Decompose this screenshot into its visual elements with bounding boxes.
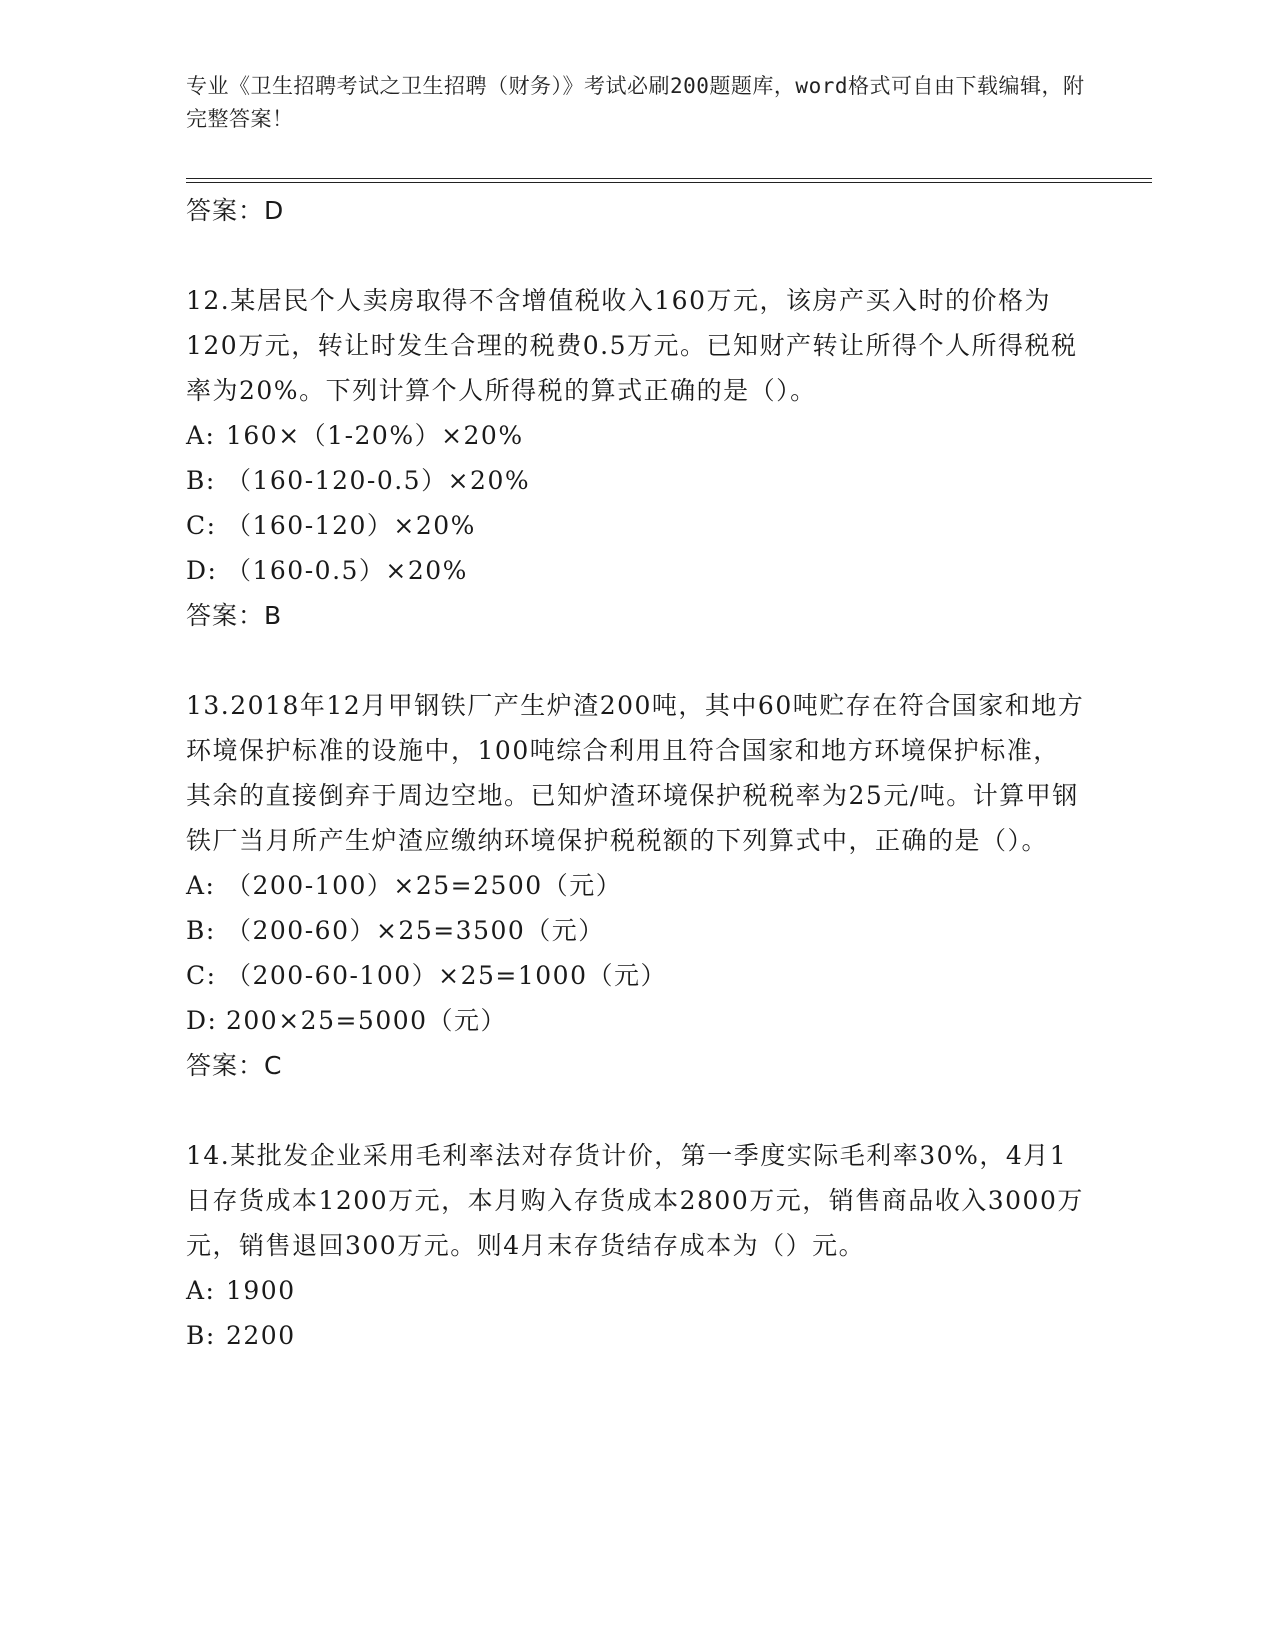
option-a [186, 413, 1086, 458]
option-text: （200-100）×25=2500（元） [226, 871, 623, 900]
question-text: 12.某居民个人卖房取得不含增值税收入160万元，该房产买入时的价格为120万元，转让时发生合理的税费0.5万元。已知财产转让所得个人所得税税率为20%。下列计算个人所得税的算式正确的是（）。 [186, 286, 1078, 405]
option-letter: B: [186, 1321, 216, 1350]
option-text: （200-60）×25=3500（元） [226, 916, 605, 945]
option-text: 2200 [226, 1321, 296, 1350]
option-b [186, 1313, 1086, 1358]
option-c [186, 953, 1086, 998]
option-a [186, 863, 1086, 908]
spacer [186, 638, 1086, 683]
option-text: （160-0.5）×20% [226, 556, 468, 585]
option-b [186, 458, 1086, 503]
option-letter: B: [186, 916, 216, 945]
question-answer: 答案：C [186, 1051, 283, 1080]
option-text: （200-60-100）×25=1000（元） [226, 961, 667, 990]
option-c [186, 503, 1086, 548]
question-text: 14.某批发企业采用毛利率法对存货计价，第一季度实际毛利率30%，4月1日存货成本1200万元，本月购入存货成本2800万元，销售商品收入3000万元，销售退回300万元。则4月末存货结存成本为（）元。 [186, 1141, 1084, 1260]
question-answer: 答案：B [186, 601, 283, 630]
header-rule-bottom [186, 182, 1152, 183]
document-body [186, 188, 1086, 1358]
option-text: （160-120-0.5）×20% [226, 466, 531, 495]
option-text: 200×25=5000（元） [226, 1006, 508, 1035]
option-letter: C: [186, 511, 217, 540]
document-header [186, 70, 1086, 136]
option-text: （160-120）×20% [226, 511, 476, 540]
question-13 [186, 683, 1086, 1088]
option-b [186, 908, 1086, 953]
header-text: 专业《卫生招聘考试之卫生招聘（财务）》考试必刷200题题库，word格式可自由下载编辑，附完整答案！ [186, 74, 1085, 131]
spacer [186, 233, 1086, 278]
option-d [186, 548, 1086, 593]
spacer [186, 1088, 1086, 1133]
option-d [186, 998, 1086, 1043]
option-letter: B: [186, 466, 216, 495]
option-letter: A: [186, 1276, 216, 1305]
option-text: 160×（1-20%）×20% [226, 421, 524, 450]
option-letter: C: [186, 961, 217, 990]
option-text: 1900 [226, 1276, 296, 1305]
question-text: 13.2018年12月甲钢铁厂产生炉渣200吨，其中60吨贮存在符合国家和地方环境保护标准的设施中，100吨综合利用且符合国家和地方环境保护标准，其余的直接倒弃于周边空地。已知炉渣环境保护税税率为25元/吨。计算甲钢铁厂当月所产生炉渣应缴纳环境保护税税额的下列算式中，正确的是（）。 [186, 691, 1085, 855]
header-rule-top [186, 178, 1152, 179]
option-letter: A: [186, 871, 216, 900]
question-12 [186, 278, 1086, 638]
previous-answer: 答案：D [186, 196, 285, 225]
option-a [186, 1268, 1086, 1313]
option-letter: D: [186, 556, 218, 585]
option-letter: A: [186, 421, 216, 450]
option-letter: D: [186, 1006, 218, 1035]
question-14 [186, 1133, 1086, 1358]
